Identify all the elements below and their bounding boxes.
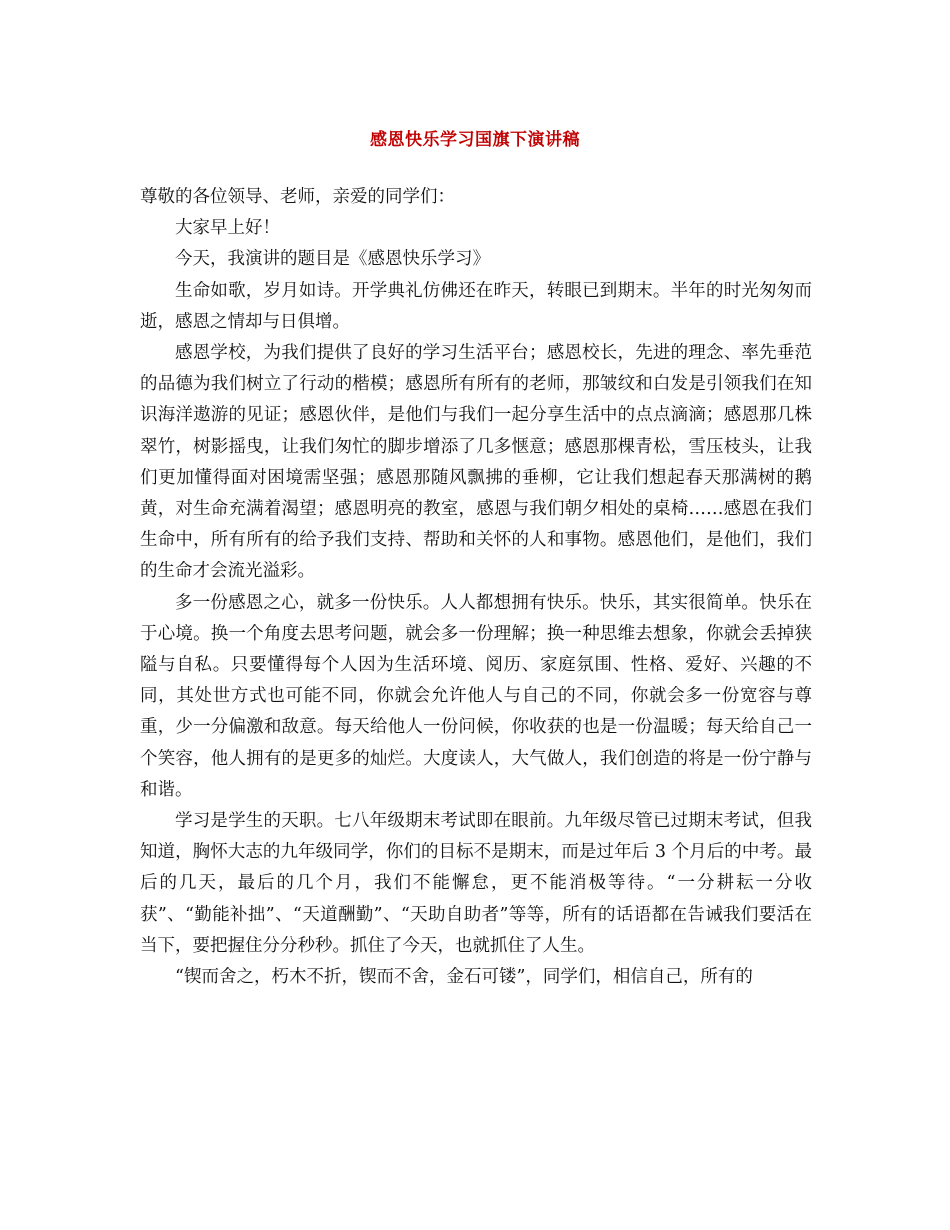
paragraph-perseverance: “锲而舍之，朽木不折，锲而不舍，金石可镂”，同学们，相信自己，所有的: [175, 967, 753, 988]
salutation: 尊敬的各位领导、老师，亲爱的同学们：: [140, 187, 455, 207]
paragraph-gratitude: 感恩学校，为我们提供了良好的学习生活平台；感恩校长，先进的理念、率先垂范的品德为我们树立了行动的楷模；感恩所有所有的老师，那皱纹和白发是引领我们在知识海洋遨游的见证；感恩伙伴，是他们与我们一起分享生活中的点点滴滴；感恩那几株翠竹，树影摇曳，让我们匆忙的脚步增添了几多惬意；感恩那棵青松，雪压枝头，让我们更加懂得面对困境需坚强；感恩那随风飘拂的垂柳，它让我们想起春天那满树的鹅黄，对生命充满着渴望；感恩明亮的教室，感恩与我们朝夕相处的桌椅……感恩在我们生命中，所有所有的给予我们支持、帮助和关怀的人和事物。感恩他们，是他们，我们的生命才会流光溢彩。: [140, 343, 812, 582]
paragraph-study: 学习是学生的天职。七八年级期末考试即在眼前。九年级尽管已过期末考试，但我知道，胸怀大志的九年级同学，你们的目标不是期末，而是过年后 3 个月后的中考。最后的几天，最后的几个月，我们不能懈怠，更不能消极等待。“一分耕耘一分收获”、“勤能补拙”、“天道酬勤”、“天助自助者”等等，所有的话语都在告诫我们要活在当下，要把握住分分秒秒。抓住了今天，也就抓住了人生。: [140, 811, 812, 956]
paragraph-greeting: 大家早上好！: [175, 218, 280, 239]
document-body: [140, 182, 812, 993]
document-title: 感恩快乐学习国旗下演讲稿: [370, 130, 580, 150]
paragraph-happiness: 多一份感恩之心，就多一份快乐。人人都想拥有快乐。快乐，其实很简单。快乐在于心境。换一个角度去思考问题，就会多一份理解；换一种思维去想象，你就会丢掉狭隘与自私。只要懂得每个人因为生活环境、阅历、家庭氛围、性格、爱好、兴趣的不同，其处世方式也可能不同，你就会允许他人与自己的不同，你就会多一份宽容与尊重，少一分偏激和敌意。每天给他人一份问候，你收获的也是一份温暖；每天给自己一个笑容，他人拥有的是更多的灿烂。大度读人，大气做人，我们创造的将是一份宁静与和谐。: [140, 592, 812, 800]
paragraph-intro: 生命如歌，岁月如诗。开学典礼仿佛还在昨天，转眼已到期末。半年的时光匆匆而逝，感恩之情却与日俱增。: [140, 280, 812, 332]
paragraph-topic: 今天，我演讲的题目是《感恩快乐学习》: [175, 249, 490, 270]
